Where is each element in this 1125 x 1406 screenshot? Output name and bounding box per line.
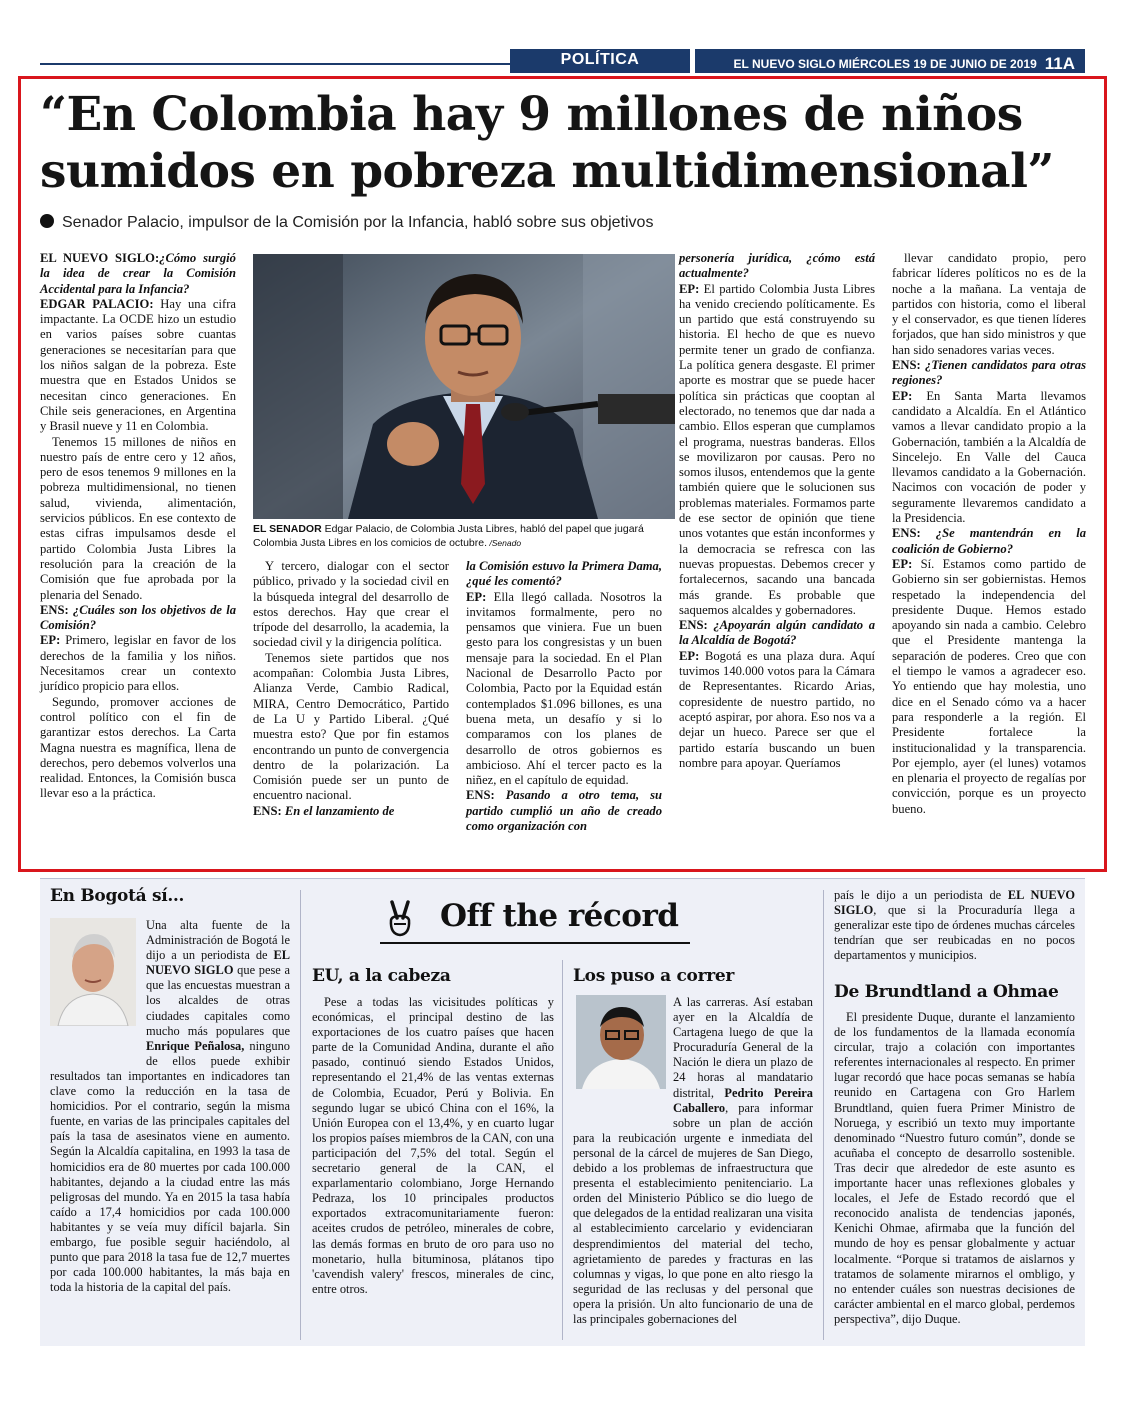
brundtland-title: De Brundtland a Ohmae [834,982,1059,1002]
speaker-label: ENS: [253,803,282,818]
headline-line-2: sumidos en pobreza multidimensional” [40,144,1054,199]
article-column-2 [253,559,449,819]
brief-text: que pese a que las encuestas muestran a los alcaldes de otras ciudades capitales como mucho más populares que [146,963,290,1038]
speaker-label: EP: [466,589,487,604]
brief-text: Pedrito Pereira Caballero [673,1085,813,1115]
speaker-label: EDGAR PALACIO: [40,296,154,311]
question-text: personería jurídica, ¿cómo está actualmente? [679,251,875,281]
brief-paragraph [312,995,554,1297]
answer-text: El partido Colombia Justa Libres ha venido creciendo políticamente. Es un partido que está construyendo su historia. El hecho de que es nuevo permite tener un grado de confianza. La política genera desgaste. El primer aporte es mostrar que se puede hacer política sin prácticas que cooptan al electorado, no tenemos que dar nada a cambio. Ellos esperan que cumplamos el programa, nuestras banderas. Ellos se movilizaron por causas. Pero no somos ilusos, entendemos que la gente también quiere que le solucionen sus problemas materiales. Formamos parte de ese sector de opinión que tiene unos votantes que están inconformes y la democracia se refresca con las nuevas propuestas. Debemos crecer y fortalecernos, sacando una bancada más grande. Es probable que saquemos alcaldes y gobernadores. [679,281,875,617]
speaker-label: EP: [892,388,913,403]
speaker-label: EP: [892,556,913,571]
headline-line-1: “En Colombia hay 9 millones de niños [40,87,1023,142]
article-paragraph [40,297,236,435]
subheadline [40,214,1085,232]
answer-text: llevar candidato propio, pero fabricar líderes políticos no es de la noche a la mañana. La ventaja de partidos con historia, como el liberal y el conservador, es que tienen líderes forjados, que han sido ministros y que han sido senadores varias veces. [892,251,1086,357]
page-header [40,49,1085,73]
question-text: Pasando a otro tema, su partido cumplió un año de creado como organización con [466,788,662,834]
article-column-3 [466,559,662,834]
eu-title: EU, a la cabeza [312,966,451,986]
article-paragraph [892,358,1086,389]
brief-paragraph [50,918,290,1295]
caption-text: Edgar Palacio, de Colombia Justa Libres, habló del papel que jugará Colombia Justa Libres en los comicios de octubre. [253,523,644,549]
correr-title: Los puso a correr [573,966,735,986]
paper-date: EL NUEVO SIGLO MIÉRCOLES 19 DE JUNIO DE 2019 [733,57,1037,71]
column-divider-3 [823,890,824,1340]
photo-credit: /Senado [487,538,522,548]
answer-text: Tenemos siete partidos que nos acompañan: Colombia Justa Libres, Alianza Verde, Cambio Radical, MIRA, Centro Democrático, Partido de La U y Partido Liberal. ¿Qué muestra esto? Que por fin estamos encontrando un punto de convergencia dentro de la polarización. La Comisión puede ser un punto de encuentro nacional. [253,650,449,803]
off-the-record-title [380,898,690,946]
article-paragraph [679,618,875,649]
correr-text [573,995,813,1327]
speaker-label: ENS: [892,358,921,373]
brief-text: Una alta fuente de la Administración de Bogotá le dijo a un periodista de [146,918,290,963]
answer-text: Hay una cifra impactante. La OCDE hizo un estudio en varios países sobre cuantas generaciones se necesitarían para que los niños salgan de la pobreza. Este muestra que en Estados Unidos se necesitan cinco generaciones. En Chile seis generaciones, en Argentina y Brasil nueve y 11 en Colombia. [40,296,236,434]
answer-text: Tenemos 15 millones de niños en nuestro país de entre cero y 12 años, pero de esos tenemos 9 millones en la pobreza multidimensional, no tienen salud, vivienda, alimentación, servicios públicos. En ese contexto de estas cifras impulsamos desde el partido Colombia Justa Libres la resolución para la creación de la Comisión que fue aprobada por la plenaria del Senado. [40,434,236,602]
brief-text: EL NUEVO SIGLO [146,948,290,978]
article-paragraph [466,788,662,834]
bullet-icon [40,214,54,228]
headline [40,86,1085,200]
bogota-text [50,918,290,1295]
senator-photo-illustration [253,254,675,519]
article-paragraph [892,251,1086,358]
brief-text: país le dijo a un periodista de [834,888,1008,902]
question-text: ¿Cuáles son los objetivos de la Comisión? [40,602,236,633]
brundtland-text [834,1010,1075,1327]
brief-text: Enrique Peñalosa, [146,1038,245,1053]
brief-text: , para informar sobre un plan de acción para la reubicación urgente e inmediata del personal de la cárcel de mujeres de San Diego, debido a los problemas de infraestructura que presenta el establecimiento penitenciario. La orden del Ministerio Público se dio luego de que delegados de la entidad realizaran una visita al establecimiento carcelario y evidenciaran desprendimientos del material del techo, agrietamiento de paredes y fracturas en las columnas y vigas, lo que pone en alto riesgo la seguridad de las reclusas y del personal que opera la prisión. Un alto funcionario de una de las principales gobernaciones del [573,1100,813,1326]
off-the-record-label: Off the récord [440,898,679,934]
section-label: POLÍTICA [560,51,640,68]
photo-float [573,995,673,1127]
speaker-label: EP: [40,633,61,648]
brief-text: Pese a todas las vicisitudes políticas y económicas, el principal destino de las exportaciones de los cuatro países que hacen parte de la Comunidad Andina, durante el año pasado, continuó siendo Estados Unidos, representando el 21,4% de las ventas externas de Colombia, Ecuador, Perú y Bolivia. En segundo lugar se ubicó China con el 16%, la Unión Europea con el 13,4%, y en cuarto lugar los propios países miembros de la CAN, con una participación del 7,5% del total. Según el secretario general de la CAN, el exparlamentario colombiano, Jorge Hernando Pedraza, los 10 principales productos exportados extracomunitariamente fueron: aceites crudos de petróleo, minerales de cobre, las demás formas en bruto de oro para uso no monetario, hulla bituminosa, plátanos tipo 'cavendish valery' frescos, minerales de cinc, entre otros. [312,995,554,1296]
speaker-label: ENS: [679,618,708,633]
brief-paragraph [573,995,813,1327]
question-text: ¿Apoyarán algún candidato a la Alcaldía de Bogotá? [679,618,875,648]
article-paragraph [679,251,875,282]
article-paragraph [40,251,236,297]
answer-text: Primero, legislar en favor de los derechos de la familia y los niños. Necesitamos crear un contexto jurídico propicio para ellos. [40,633,236,694]
speaker-label: ENS: [40,602,69,617]
column-divider-2 [562,960,563,1340]
brief-text: , que si la Procuraduría llega a generalizar este tipo de órdenes muchas cárceles tendrían que ser reubicadas en no pocos departamentos y municipios. [834,903,1075,963]
article-paragraph [679,282,875,619]
speaker-label: EP: [679,648,700,663]
article-paragraph [466,559,662,590]
speaker-label: ENS: [892,526,921,541]
question-text: ¿Cómo surgió la idea de crear la Comisión Accidental para la Infancia? [40,251,236,296]
answer-text: Segundo, promover acciones de control político con el fin de garantizar estos derechos. La Carta Magna nuestra es magnífica, llena de derechos, pero debemos volverlos una realidad. Entonces, la Comisión busca llevar eso a la práctica. [40,694,236,801]
brief-text: A las carreras. Así estaban ayer en la Alcaldía de Cartagena luego de que la Procuraduría General de la Nación le diera un plazo de 24 horas al mandatario distrital, [673,995,813,1100]
article-column-1 [40,251,236,802]
bogota-title: En Bogotá sí… [50,886,185,906]
article-paragraph [40,435,236,603]
article-paragraph [40,633,236,694]
article-paragraph [892,557,1086,817]
question-text: ¿Se mantendrán en la coalición de Gobierno? [892,526,1086,556]
speaker-label: EP: [679,281,700,296]
answer-text: Ella llegó callada. Nosotros la invitamos formalmente, pero no pensamos que viniera. Fue un buen gesto para los congresistas y un buen mensaje para la sociedad. En el Plan Nacional de Desarrollo Pacto por Colombia, Pacto por la Equidad están contemplados $1.096 billones, es una buena meta, un desafío y si lo comparamos con los planes de desarrollo de otros gobiernos es ambicioso. Ahí el tercer pacto es la niñez, en el capítulo de equidad. [466,589,662,788]
photo-caption [253,522,675,550]
article-paragraph [40,695,236,802]
brief-text: El presidente Duque, durante el lanzamiento de los fundamentos de la llamada economía circular, trajo a colación con importantes referentes internacionales al respecto. En primer lugar recordó que hace pocas semanas se había reunido en Cartagena con Gro Harlem Brundtland, quien fuera Primer Ministro de Noruega, y escribió un texto muy importante denominado “Nuestro futuro común”, donde se acuñaba el concepto de desarrollo sostenible. Tras decir que alrededor de este asunto es importante hacer unas reflexiones globales y locales, el Jefe de Estado recordó que el reconocido analista de tendencias japonés, Kenichi Ohmae, afirmaba que la función del mundo de hoy es pensar globalmente y actuar localmente. “Porque si tratamos de aislarnos y tratamos de solamente mirarnos el ombligo, y no entender cuáles son nuestras decisiones de carácter ambiental en el marco global, perdemos perspectiva”, dijo Duque. [834,1010,1075,1326]
victory-hand-icon [384,898,416,938]
article-paragraph [40,603,236,634]
article-paragraph [253,559,449,651]
speaker-label: ENS: [466,788,495,803]
article-paragraph [679,649,875,771]
answer-text: Bogotá es una plaza dura. Aquí tuvimos 140.000 votos para la Cámara de Representantes. Ricardo Arias, copresidente de nuestro partido, no aceptó aspirar, por ahora. Eso nos va a dejar un hueco. Parece ser que el partido estaría buscando un buen nombre para apoyar. Queríamos [679,648,875,770]
answer-text: Y tercero, dialogar con el sector público, privado y la sociedad civil en la búsqueda integral del desarrollo de estos derechos. Hay que crear el trípode del desarrollo, la academia, la sociedad civil y la dirigencia política. [253,559,449,650]
article-paragraph [253,651,449,804]
senator-photo [253,254,675,519]
caption-label: EL SENADOR [253,523,322,535]
brief-text: EL NUEVO SIGLO [834,888,1075,918]
brief-text: ninguno de ellos puede exhibir resultados tan importantes en indicadores tan clave como la reducción en la tasa de homicidios. Por el contrario, según la misma fuente, en varias de las principales capitales del país la tasa de asesinatos viene en aumento. Según la Alcaldía capitalina, en 1993 la tasa de homicidios era de 80 muertes por cada 100.000 habitantes, dejando a la ciudad entre las más peligrosas del mundo. Ya en 2015 la tasa había caído a 17,4 homicidios por cada 100.000 habitantes y se veía muy difícil bajarla. Sin embargo, fue posible seguir haciéndolo, al punto que para 2018 la tasa fue de 12,7 muertes por cada 100.000 habitantes, la más baja en toda la historia de la capital del país. [50,1038,291,1295]
article-paragraph [253,804,449,819]
article-paragraph [466,590,662,789]
article-paragraph [892,389,1086,527]
header-rule [40,63,510,65]
correr-continuation [834,888,1075,963]
page-number: 11A [1044,54,1075,73]
subhead-text: Senador Palacio, impulsor de la Comisión por la Infancia, habló sobre sus objetivos [62,214,654,231]
brief-paragraph [834,888,1075,963]
answer-text: En Santa Marta llevamos candidato a Alcaldía. En el Atlántico vamos a llevar candidato propio a la Gobernación, también a la Alcaldía de Sincelejo. En Valle del Cauca llevamos candidato a la Gobernación. Nacimos con vocación de poder y seguramente llevaremos candidato a la Presidencia. [892,388,1086,526]
speaker-label: EL NUEVO SIGLO: [40,251,160,265]
answer-text: Sí. Estamos como partido de Gobierno sin ser gobiernistas. Hemos respetado la independencia del presidente Duque. Hemos estado apoyando sin nada a cambio. Celebro que el Presidente mantenga la separación de poderes. Creo que con el tiempo le vamos a agradecer eso. Yo entiendo que hay molestia, uno dice en el Senado cómo va a hacer para responderle a la región. El Presidente fortalece la institucionalidad y la transparencia. Por ejemplo, ayer (el lunes) votamos en plenaria el proyecto de regalías por convicción, porque es un proyecto bueno. [892,556,1086,816]
paper-info [695,53,1075,73]
off-the-record-underline [380,942,690,944]
article-paragraph [892,526,1086,557]
article-column-5 [892,251,1086,817]
photo-float [50,918,146,1054]
article-column-4 [679,251,875,771]
question-text: En el lanzamiento de [281,803,395,818]
column-divider-1 [300,890,301,1340]
brief-paragraph [834,1010,1075,1327]
eu-text [312,995,554,1297]
question-text: ¿Tienen candidatos para otras regiones? [892,358,1086,388]
question-text: la Comisión estuvo la Primera Dama, ¿qué les comentó? [466,559,662,589]
